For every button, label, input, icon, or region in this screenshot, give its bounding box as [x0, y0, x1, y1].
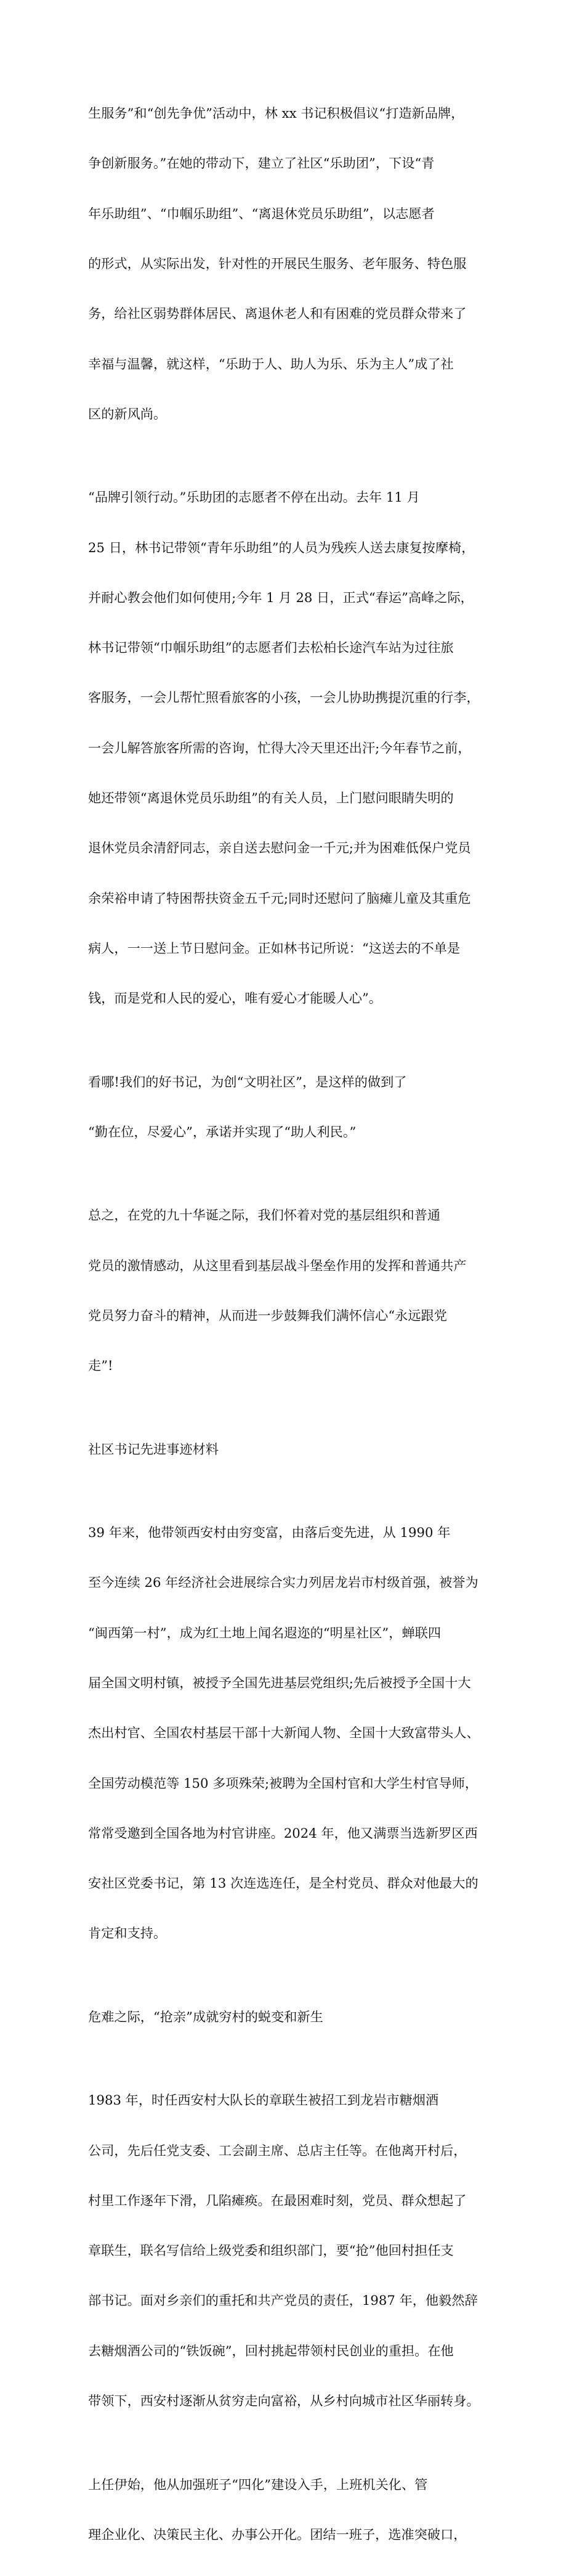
- text-line: 退休党员余清舒同志，亲自送去慰问金一千元;并为困难低保户党员: [88, 840, 471, 856]
- section-heading-materials: [88, 1408, 499, 1491]
- text-line: 理企业化、决策民主化、办事公开化。团结一班子，选准突破口，: [88, 2526, 467, 2542]
- text-line: 年乐助组”、“巾帼乐助组”、“离退休党员乐助组”，以志愿者: [88, 205, 435, 221]
- paragraph-39-years: [88, 1491, 499, 1975]
- text-line: 带领下，西安村逐渐从贫穷走向富裕，从乡村向城市社区华丽转身。: [88, 2393, 480, 2409]
- paragraph-volunteer-service: [88, 71, 499, 455]
- text-line: 客服务，一会儿帮忙照看旅客的小孩，一会儿协助携提沉重的行李，: [88, 690, 480, 706]
- text-line: 她还带领“离退休党员乐助组”的有关人员，上门慰问眼睛失明的: [88, 790, 454, 806]
- text-line: 25 日，林书记带领“青年乐助组”的人员为残疾人送去康复按摩椅，: [88, 539, 475, 555]
- paragraph-brand-action: [88, 455, 499, 1040]
- text-line: 至今连续 26 年经济社会进展综合实力列居龙岩市村级首强，被誉为: [88, 1575, 478, 1591]
- paragraph-good-secretary: [88, 1040, 499, 1173]
- text-line: “闽西第一村”，成为红土地上闻名遐迩的“明星社区”，蝉联四: [88, 1624, 442, 1641]
- text-line: 部书记。面对乡亲们的重托和共产党员的责任，1987 年，他毅然辞: [88, 2293, 478, 2309]
- text-line: 章联生，联名写信给上级党委和组织部门，要“抢”他回村担任支: [88, 2243, 454, 2259]
- text-line: 社区书记先进事迹材料: [88, 1441, 219, 1457]
- section-heading-crisis: [88, 1975, 499, 2058]
- text-line: 总之，在党的九十华诞之际，我们怀着对党的基层组织和普通: [88, 1207, 441, 1223]
- text-line: 1983 年，时任西安村大队长的章联生被招工到龙岩市糖烟酒: [88, 2092, 439, 2108]
- text-line: 肯定和支持。: [88, 1925, 167, 1941]
- text-line: 届全国文明村镇，被授予全国先进基层党组织;先后被授予全国十大: [88, 1675, 471, 1690]
- text-line: 林书记带领“巾帼乐助组”的志愿者们去松柏长途汽车站为过往旅: [88, 640, 454, 656]
- paragraph-1983: [88, 2058, 499, 2442]
- text-line: 常常受邀到全国各地为村官讲座。2024 年，他又满票当选新罗区西: [88, 1825, 478, 1841]
- text-line: 党员的激情感动，从这里看到基层战斗堡垒作用的发挥和普通共产: [88, 1257, 467, 1273]
- text-line: 去糖烟酒公司的“铁饭碗”，回村挑起带领村民创业的重担。在他: [88, 2342, 454, 2358]
- text-line: 幸福与温馨，就这样，“乐助于人、助人为乐、乐为主人”成了社: [88, 356, 454, 372]
- paragraph-taking-office: [88, 2442, 499, 2576]
- text-line: 全国劳动模范等 150 多项殊荣;被聘为全国村官和大学生村官导师，: [88, 1775, 478, 1791]
- paragraph-conclusion: [88, 1173, 499, 1407]
- document-page: [88, 71, 499, 2576]
- text-line: 公司，先后任党支委、工会副主席、总店主任等。在他离开村后，: [88, 2142, 467, 2158]
- text-line: 杰出村官、全国农村基层干部十大新闻人物、全国十大致富带头人、: [88, 1725, 480, 1741]
- text-line: 务，给社区弱势群体居民、离退休老人和有困难的党员群众带来了: [88, 306, 467, 322]
- text-line: 村里工作逐年下滑，几陷瘫痪。在最困难时刻，党员、群众想起了: [88, 2192, 467, 2208]
- text-line: 生服务”和“创先争优”活动中，林 xx 书记积极倡议“打造新品牌，: [88, 105, 464, 121]
- text-line: 余荣裕申请了特困帮扶资金五千元;同时还慰问了脑瘫儿童及其重危: [88, 890, 471, 906]
- text-line: 党员努力奋斗的精神，从而进一步鼓舞我们满怀信心“永远跟党: [88, 1307, 447, 1323]
- text-line: 39 年来，他带领西安村由穷变富，由落后变先进，从 1990 年: [88, 1525, 451, 1541]
- text-line: “勤在位，尽爱心”，承诺并实现了“助人利民。”: [88, 1123, 357, 1139]
- text-line: 一会儿解答旅客所需的咨询，忙得大冷天里还出汗;今年春节之前，: [88, 740, 471, 756]
- text-line: 上任伊始，他从加强班子“四化”建设入手，上班机关化、管: [88, 2476, 428, 2492]
- text-line: 安社区党委书记，第 13 次连选连任，是全村党员、群众对他最大的: [88, 1875, 478, 1891]
- text-line: 争创新服务。”在她的带动下，建立了社区“乐助团”，下设“青: [88, 155, 435, 171]
- text-line: 危难之际，“抢亲”成就穷村的蜕变和新生: [88, 2008, 323, 2024]
- text-line: 看哪!我们的好书记，为创“文明社区”，是这样的做到了: [88, 1074, 407, 1090]
- text-line: 并耐心教会他们如何使用;今年 1 月 28 日，正式“春运”高峰之际，: [88, 589, 474, 605]
- text-line: 走”!: [88, 1358, 113, 1374]
- text-line: 区的新风尚。: [88, 406, 167, 422]
- text-line: 钱，而是党和人民的爱心，唯有爱心才能暖人心”。: [88, 990, 382, 1006]
- text-line: “品牌引领行动。”乐助团的志愿者不停在出动。去年 11 月: [88, 489, 420, 505]
- text-line: 病人，一一送上节日慰问金。正如林书记所说：“这送去的不单是: [88, 940, 461, 956]
- text-line: 的形式，从实际出发，针对性的开展民生服务、老年服务、特色服: [88, 256, 467, 272]
